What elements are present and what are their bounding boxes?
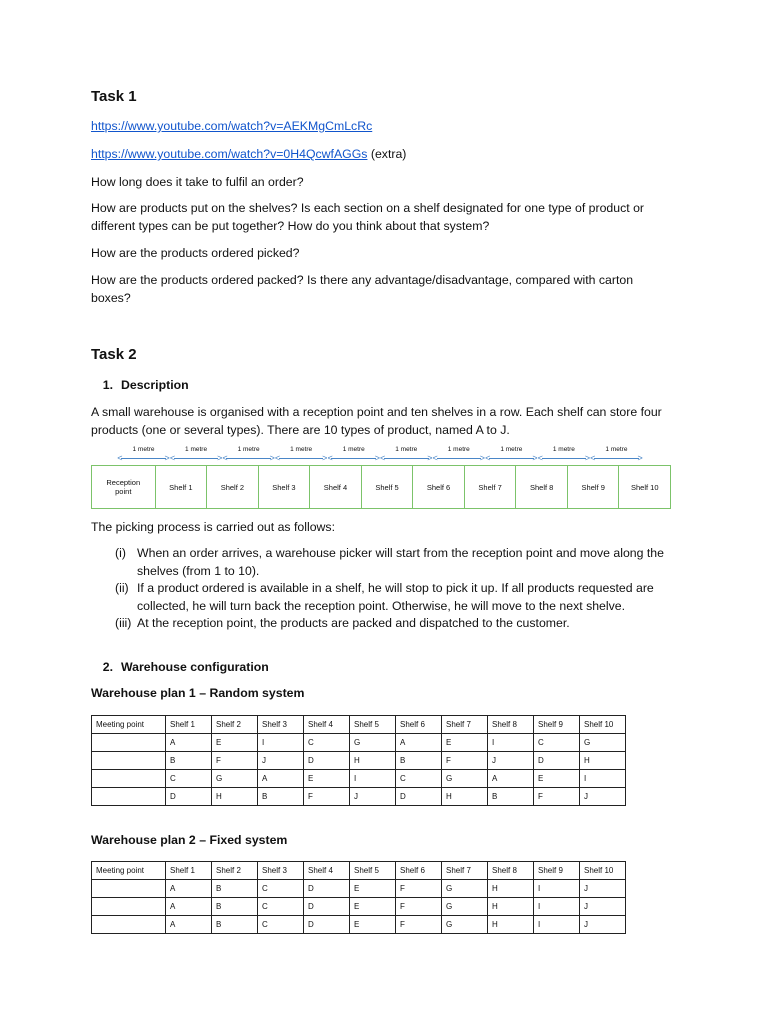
table-cell bbox=[92, 898, 166, 916]
section-description-heading bbox=[91, 376, 189, 394]
table-header-cell: Shelf 10 bbox=[580, 862, 626, 880]
table-cell: I bbox=[580, 770, 626, 788]
table-cell: J bbox=[580, 898, 626, 916]
table-cell: J bbox=[580, 916, 626, 934]
task2-heading: Task 2 bbox=[91, 346, 137, 363]
table-row bbox=[92, 788, 626, 806]
table-cell: G bbox=[580, 734, 626, 752]
section-configuration-heading bbox=[91, 658, 269, 676]
distance-arrow: 1 metre < > bbox=[274, 446, 328, 463]
table-cell bbox=[92, 880, 166, 898]
table-header-row bbox=[92, 716, 626, 734]
table-cell: E bbox=[442, 734, 488, 752]
distance-arrow: 1 metre < > bbox=[117, 446, 170, 463]
table-cell: J bbox=[580, 880, 626, 898]
table-cell: D bbox=[396, 788, 442, 806]
section-title: Description bbox=[121, 378, 189, 392]
table-cell bbox=[92, 770, 166, 788]
table-cell: G bbox=[350, 734, 396, 752]
distance-label: 1 metre bbox=[132, 446, 155, 453]
table-header-cell: Shelf 3 bbox=[258, 862, 304, 880]
table-header-cell: Shelf 7 bbox=[442, 862, 488, 880]
table-cell: I bbox=[488, 734, 534, 752]
table-cell: F bbox=[534, 788, 580, 806]
step-text: If a product ordered is available in a shelf, he will stop to pick it up. If all products requested are collected, he will turn back the reception point. Otherwise, he will move to the next shelve. bbox=[137, 581, 654, 613]
step-text: At the reception point, the products are packed and dispatched to the customer. bbox=[137, 616, 570, 630]
table-header-cell: Shelf 4 bbox=[304, 716, 350, 734]
table-header-cell: Shelf 4 bbox=[304, 862, 350, 880]
plan1-table bbox=[91, 715, 626, 806]
table-cell: E bbox=[212, 734, 258, 752]
table-cell: A bbox=[166, 734, 212, 752]
distance-arrow: 1 metre < > bbox=[380, 446, 433, 463]
table-row bbox=[92, 770, 626, 788]
table-cell: E bbox=[304, 770, 350, 788]
table-cell: E bbox=[534, 770, 580, 788]
youtube-link-1[interactable]: https://www.youtube.com/watch?v=AEKMgCmLcRc bbox=[91, 119, 373, 133]
link-line-2 bbox=[91, 145, 676, 163]
distance-label: 1 metre bbox=[605, 446, 628, 453]
table-cell: B bbox=[212, 898, 258, 916]
table-cell: D bbox=[304, 916, 350, 934]
distance-label: 1 metre bbox=[290, 446, 313, 453]
distance-arrow: 1 metre < > bbox=[485, 446, 538, 463]
table-cell: B bbox=[258, 788, 304, 806]
distance-label: 1 metre bbox=[237, 446, 260, 453]
shelf-box: Shelf 10 bbox=[630, 482, 659, 492]
table-cell: H bbox=[488, 898, 534, 916]
table-cell: A bbox=[396, 734, 442, 752]
distance-arrow: 1 metre < > bbox=[327, 446, 380, 463]
question-2: How are products put on the shelves? Is each section on a shelf designated for one type of product or different types can be put together? How do you think about that system? bbox=[91, 201, 645, 233]
question-1: How long does it take to fulfil an order? bbox=[91, 175, 304, 189]
table-row bbox=[92, 898, 626, 916]
distance-arrows bbox=[91, 446, 669, 464]
table-cell: B bbox=[396, 752, 442, 770]
table-cell bbox=[92, 752, 166, 770]
table-cell: F bbox=[396, 880, 442, 898]
distance-arrow: 1 metre < > bbox=[432, 446, 486, 463]
table-cell bbox=[92, 916, 166, 934]
task1-heading: Task 1 bbox=[91, 88, 137, 105]
table-header-cell: Shelf 10 bbox=[580, 716, 626, 734]
table-cell: A bbox=[488, 770, 534, 788]
table-cell: F bbox=[396, 898, 442, 916]
step-text: When an order arrives, a warehouse picker will start from the reception point and move along the shelves (from 1 to 10). bbox=[137, 546, 664, 578]
table-cell bbox=[92, 788, 166, 806]
table-cell: E bbox=[350, 880, 396, 898]
table-cell: C bbox=[396, 770, 442, 788]
table-cell: H bbox=[580, 752, 626, 770]
shelf-layout-diagram bbox=[91, 446, 671, 508]
table-cell: I bbox=[534, 898, 580, 916]
section-title: Warehouse configuration bbox=[121, 660, 269, 674]
table-cell: D bbox=[166, 788, 212, 806]
shelf-box: Shelf 1 bbox=[156, 466, 208, 508]
step-number: (i) bbox=[115, 546, 126, 560]
table-cell: E bbox=[350, 898, 396, 916]
section-number: 1. bbox=[102, 378, 113, 392]
table-header-cell: Shelf 2 bbox=[212, 862, 258, 880]
table-row bbox=[92, 916, 626, 934]
distance-arrow: 1 metre < > bbox=[222, 446, 275, 463]
table-cell: A bbox=[166, 880, 212, 898]
distance-label: 1 metre bbox=[552, 446, 575, 453]
table-cell: I bbox=[258, 734, 304, 752]
table-cell bbox=[92, 734, 166, 752]
step-item bbox=[115, 545, 675, 580]
table-cell: B bbox=[166, 752, 212, 770]
plan1-title: Warehouse plan 1 – Random system bbox=[91, 686, 305, 700]
table-header-cell: Shelf 5 bbox=[350, 716, 396, 734]
distance-arrow: 1 metre < > bbox=[537, 446, 591, 463]
table-cell: G bbox=[442, 898, 488, 916]
table-cell: C bbox=[258, 880, 304, 898]
description-paragraph: A small warehouse is organised with a reception point and ten shelves in a row. Each shelf can store four products (one or several types). There are 10 types of product, named A to J. bbox=[91, 405, 662, 437]
shelf-box: Shelf 7 bbox=[465, 466, 517, 508]
table-header-cell: Shelf 9 bbox=[534, 862, 580, 880]
table-cell: I bbox=[350, 770, 396, 788]
table-cell: D bbox=[304, 880, 350, 898]
table-cell: B bbox=[212, 916, 258, 934]
table-header-cell: Meeting point bbox=[92, 862, 166, 880]
table-header-cell: Meeting point bbox=[92, 716, 166, 734]
table-cell: D bbox=[534, 752, 580, 770]
table-cell: J bbox=[488, 752, 534, 770]
shelf-box: Shelf 4 bbox=[310, 466, 362, 508]
extra-note: (extra) bbox=[367, 147, 407, 161]
table-cell: F bbox=[442, 752, 488, 770]
step-item bbox=[115, 615, 675, 633]
plan2-title: Warehouse plan 2 – Fixed system bbox=[91, 833, 288, 847]
shelf-row bbox=[91, 465, 671, 509]
table-cell: E bbox=[350, 916, 396, 934]
table-cell: C bbox=[534, 734, 580, 752]
table-cell: C bbox=[166, 770, 212, 788]
table-row bbox=[92, 734, 626, 752]
table-cell: G bbox=[442, 880, 488, 898]
picking-steps bbox=[115, 545, 675, 633]
table-header-cell: Shelf 3 bbox=[258, 716, 304, 734]
table-cell: F bbox=[396, 916, 442, 934]
distance-label: 1 metre bbox=[447, 446, 470, 453]
table-header-cell: Shelf 1 bbox=[166, 716, 212, 734]
picking-intro: The picking process is carried out as follows: bbox=[91, 520, 335, 534]
shelf-box: Shelf 3 bbox=[259, 466, 311, 508]
step-item bbox=[115, 580, 675, 615]
table-cell: H bbox=[350, 752, 396, 770]
table-cell: H bbox=[488, 916, 534, 934]
table-cell: B bbox=[212, 880, 258, 898]
shelf-box: Shelf 8 bbox=[516, 466, 568, 508]
table-cell: J bbox=[350, 788, 396, 806]
table-header-cell: Shelf 9 bbox=[534, 716, 580, 734]
table-cell: J bbox=[580, 788, 626, 806]
table-header-cell: Shelf 5 bbox=[350, 862, 396, 880]
distance-arrow: 1 metre < > bbox=[169, 446, 223, 463]
table-cell: A bbox=[166, 916, 212, 934]
table-cell: H bbox=[442, 788, 488, 806]
table-cell: G bbox=[212, 770, 258, 788]
distance-label: 1 metre bbox=[500, 446, 523, 453]
shelf-box: Shelf 2 bbox=[207, 466, 259, 508]
reception-point-box: Reception point bbox=[92, 466, 156, 508]
table-header-cell: Shelf 2 bbox=[212, 716, 258, 734]
step-number: (iii) bbox=[115, 616, 132, 630]
section-number: 2. bbox=[102, 660, 113, 674]
table-cell: A bbox=[166, 898, 212, 916]
table-cell: D bbox=[304, 752, 350, 770]
table-header-cell: Shelf 8 bbox=[488, 862, 534, 880]
table-cell: H bbox=[488, 880, 534, 898]
table-cell: J bbox=[258, 752, 304, 770]
table-cell: C bbox=[258, 898, 304, 916]
table-header-cell: Shelf 6 bbox=[396, 862, 442, 880]
table-cell: F bbox=[212, 752, 258, 770]
shelf-box: Shelf 6 bbox=[413, 466, 465, 508]
table-cell: A bbox=[258, 770, 304, 788]
table-cell: C bbox=[258, 916, 304, 934]
distance-arrow: 1 metre < > bbox=[590, 446, 643, 463]
table-cell: H bbox=[212, 788, 258, 806]
question-3: How are the products ordered picked? bbox=[91, 246, 300, 260]
table-cell: G bbox=[442, 770, 488, 788]
shelf-box: Shelf 9 bbox=[568, 466, 620, 508]
table-cell: C bbox=[304, 734, 350, 752]
youtube-link-2[interactable]: https://www.youtube.com/watch?v=0H4QcwfAGGs bbox=[91, 147, 368, 161]
table-cell: B bbox=[488, 788, 534, 806]
table-header-cell: Shelf 6 bbox=[396, 716, 442, 734]
table-cell: F bbox=[304, 788, 350, 806]
link-line-1 bbox=[91, 117, 676, 135]
table-header-row bbox=[92, 862, 626, 880]
table-cell: I bbox=[534, 880, 580, 898]
table-header-cell: Shelf 1 bbox=[166, 862, 212, 880]
table-cell: I bbox=[534, 916, 580, 934]
step-number: (ii) bbox=[115, 581, 129, 595]
shelf-box: Shelf 5 bbox=[362, 466, 414, 508]
distance-label: 1 metre bbox=[342, 446, 365, 453]
distance-label: 1 metre bbox=[395, 446, 418, 453]
table-cell: G bbox=[442, 916, 488, 934]
question-4: How are the products ordered packed? Is there any advantage/disadvantage, compared with carton boxes? bbox=[91, 273, 634, 305]
table-cell: D bbox=[304, 898, 350, 916]
table-header-cell: Shelf 8 bbox=[488, 716, 534, 734]
table-row bbox=[92, 880, 626, 898]
table-header-cell: Shelf 7 bbox=[442, 716, 488, 734]
plan2-table bbox=[91, 861, 626, 934]
distance-label: 1 metre bbox=[185, 446, 208, 453]
table-row bbox=[92, 752, 626, 770]
